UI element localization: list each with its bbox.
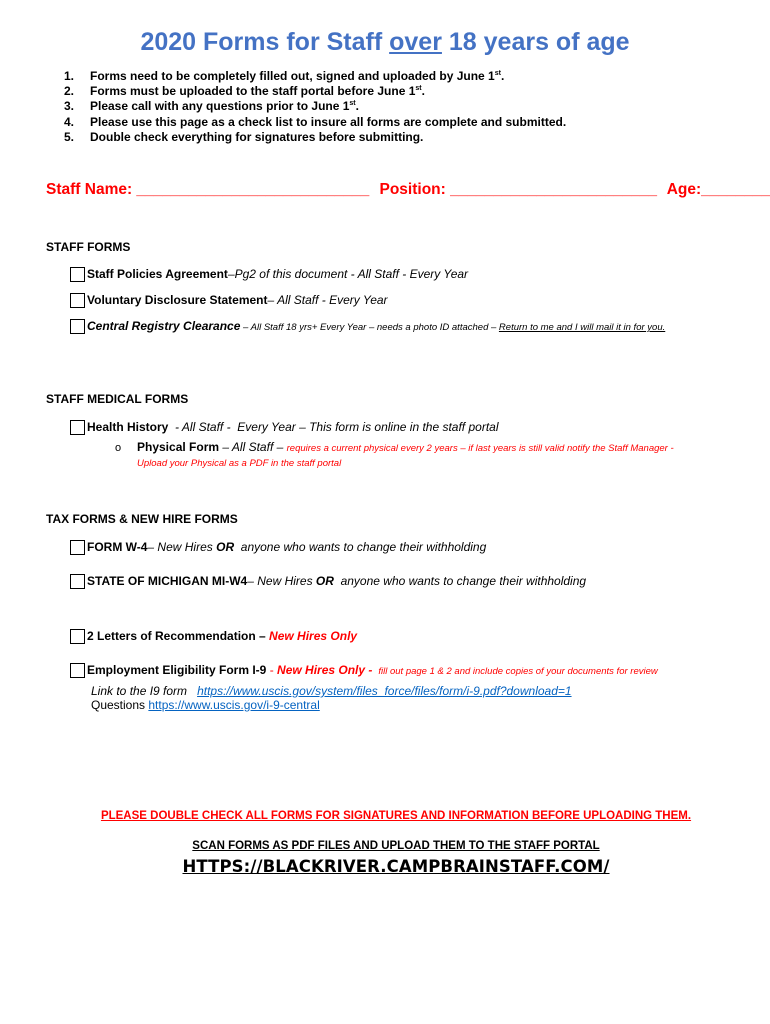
item-dash: – [255,629,270,643]
item-title: Central Registry Clearance [87,319,241,333]
instruction-text: Please call with any questions prior to June 1 [90,99,350,114]
i9-questions-link[interactable]: https://www.uscis.gov/i-9-central [148,698,320,712]
item-desc-2: anyone who wants to change their withholding [234,540,487,554]
item-dash: - [266,663,278,677]
staff-forms-heading: STAFF FORMS [46,240,131,254]
item-desc: –Pg2 of this document - All Staff - Every Year [227,267,469,281]
instruction-number: 2. [64,84,75,99]
item-desc: – All Staff – [219,440,287,454]
item-note: requires a current physical every 2 years – if last years is still valid notify the Staff Manager - [286,443,674,454]
instructions-list [64,69,566,145]
instruction-sup: st [494,70,501,77]
letters-checkbox[interactable] [70,629,85,644]
title-suffix: 18 years of age [441,28,630,56]
disclosure-item [70,292,388,307]
item-title: Staff Policies Agreement [87,267,228,281]
age-field[interactable]: Age:________ [666,181,770,198]
w4-item [70,539,486,554]
title-underlined-word: over [389,28,442,56]
item-or: OR [216,540,235,554]
instruction-text: Please use this page as a check list to insure all forms are complete and submitted. [90,114,567,129]
item-desc: – All Staff 18 yrs+ Every Year – needs a photo ID attached – [240,322,499,333]
instruction-number: 3. [64,99,75,114]
item-title: 2 Letters of Recommendation [87,629,256,643]
item-note-2: Upload your Physical as a PDF in the staff portal [137,458,342,469]
staff-info-line [46,181,770,199]
physical-form-note-line [137,455,341,469]
title-prefix: 2020 Forms for Staff [140,28,390,56]
letters-item [70,628,357,643]
i9-item [70,662,658,677]
instruction-number: 1. [64,69,75,83]
mi-w4-item [70,573,586,588]
upload-warning: PLEASE DOUBLE CHECK ALL FORMS FOR SIGNATURES AND INFORMATION BEFORE UPLOADING THEM. [100,810,692,822]
disclosure-checkbox[interactable] [70,293,85,308]
item-desc: – All Staff - Every Year [267,293,388,307]
health-history-item [70,419,499,434]
physical-form-item [115,440,674,454]
instruction-end: . [500,69,505,83]
item-or: OR [315,574,334,588]
item-note: New Hires Only - [277,663,376,677]
instruction-text: Double check everything for signatures before submitting. [90,129,424,144]
i9-checkbox[interactable] [70,663,85,678]
medical-forms-heading: STAFF MEDICAL FORMS [46,392,189,406]
item-desc: fill out page 1 & 2 and include copies of your documents for review [375,666,658,677]
instruction-item [64,69,566,84]
item-desc: – New Hires [147,540,217,554]
instruction-end: . [355,99,359,114]
item-note: Return to me and I will mail it in for you. [498,322,666,333]
health-history-checkbox[interactable] [70,420,85,435]
instruction-number: 4. [64,114,75,129]
instruction-item [64,84,566,99]
item-note: New Hires Only [269,629,358,643]
bullet-icon: o [115,442,122,454]
item-desc: - All Staff - Every Year – This form is online in the staff portal [168,420,499,434]
scan-instructions: SCAN FORMS AS PDF FILES AND UPLOAD THEM TO THE STAFF PORTAL [192,840,600,852]
staff-policies-checkbox[interactable] [70,267,85,282]
instruction-item [64,130,566,145]
instruction-sup: st [415,85,422,93]
page-title [0,28,770,57]
item-desc: – New Hires [247,574,316,588]
registry-item [70,318,665,333]
item-desc-2: anyone who wants to change their withholding [333,574,587,588]
i9-questions-label: Questions [91,698,149,712]
instruction-sup: st [349,100,356,108]
i9-link-line [91,684,572,698]
i9-link-label: Link to the I9 form [91,684,198,698]
instruction-text: Forms must be uploaded to the staff portal before June 1 [90,84,416,99]
mi-w4-checkbox[interactable] [70,574,85,589]
item-title: FORM W-4 [87,540,148,554]
registry-checkbox[interactable] [70,319,85,334]
i9-questions-line [91,698,320,712]
item-title: STATE OF MICHIGAN MI-W4 [87,574,248,588]
position-field[interactable]: Position: ________________________ [379,181,657,198]
instruction-end: . [421,84,425,99]
staff-portal-link[interactable]: HTTPS://BLACKRIVER.CAMPBRAINSTAFF.COM/ [182,857,610,876]
w4-checkbox[interactable] [70,540,85,555]
i9-form-link[interactable]: https://www.uscis.gov/system/files_force/files/form/i-9.pdf?download=1 [197,684,572,698]
item-title: Voluntary Disclosure Statement [87,293,268,307]
tax-forms-heading: TAX FORMS & NEW HIRE FORMS [46,512,238,526]
item-title: Physical Form [137,440,220,454]
staff-policies-item [70,266,468,281]
staff-name-field[interactable]: Staff Name: ___________________________ [46,181,370,198]
instruction-number: 5. [64,129,75,144]
item-title: Employment Eligibility Form I-9 [87,663,267,677]
instruction-text: Forms need to be completely filled out, signed and uploaded by June 1 [90,69,495,83]
item-title: Health History [87,420,169,434]
instruction-item [64,99,566,114]
instruction-item [64,115,566,130]
